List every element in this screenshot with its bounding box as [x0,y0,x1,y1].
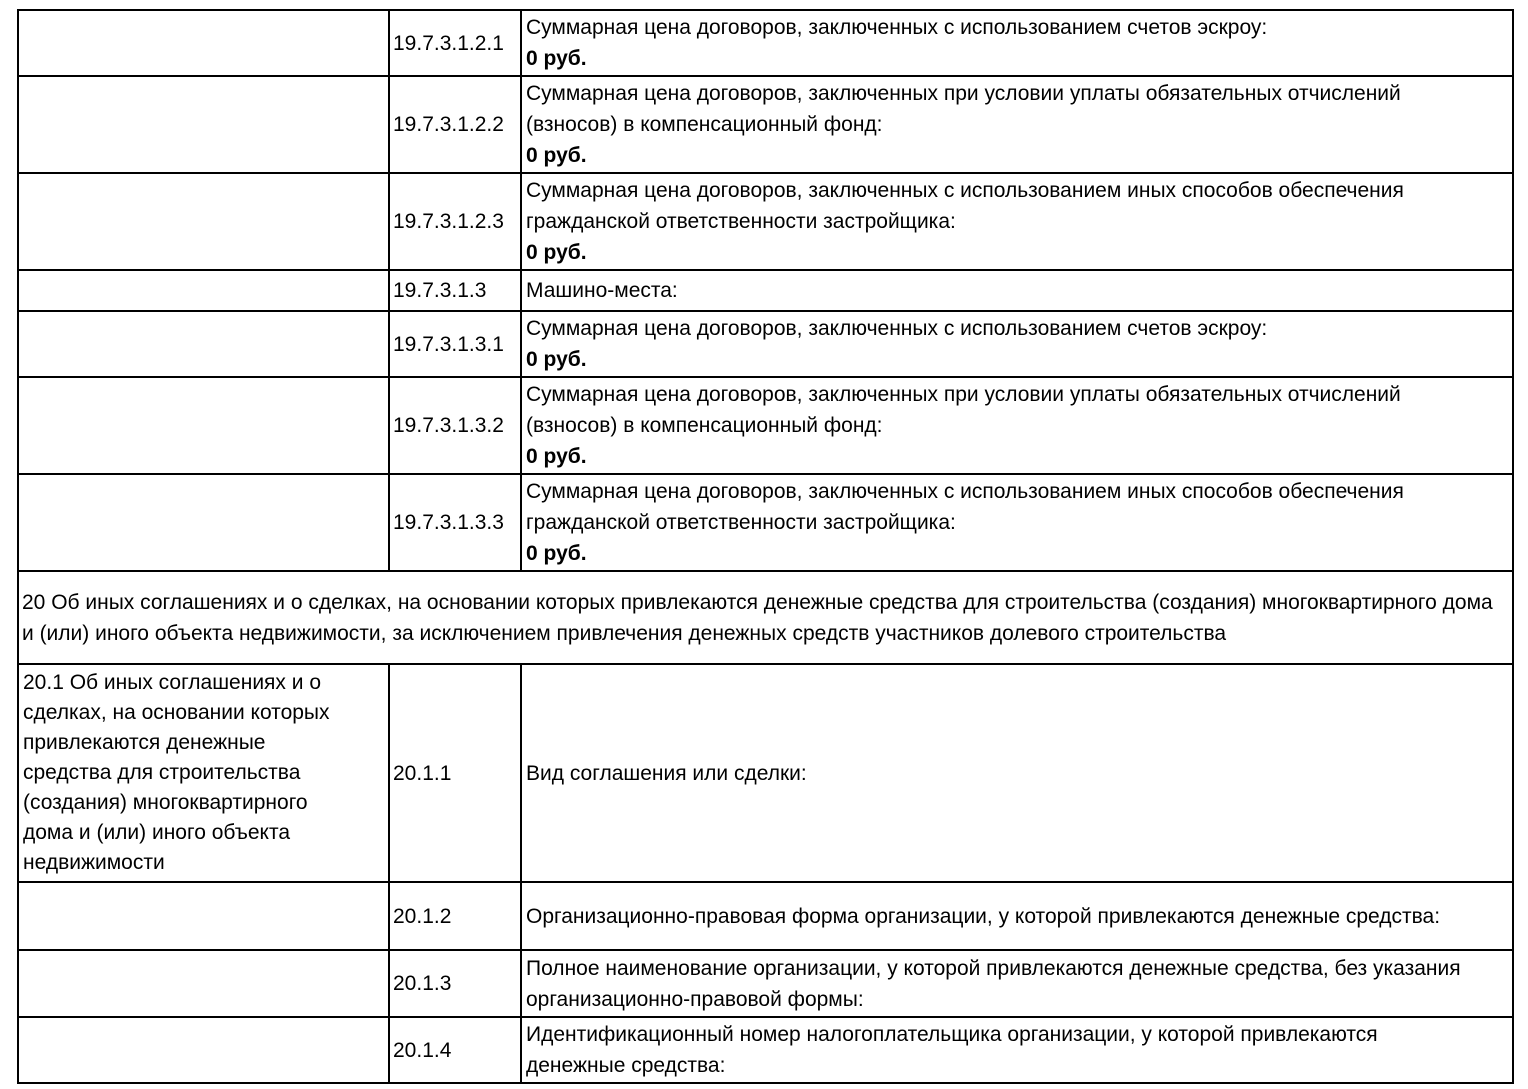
group-cell [18,1017,389,1083]
group-cell [18,950,389,1017]
label-cell [521,10,1513,76]
section-header-row [18,571,1513,664]
code-cell: 19.7.3.1.3.1 [389,311,521,377]
code-cell: 19.7.3.1.3 [389,270,521,311]
label-cell [521,664,1513,882]
code-cell: 19.7.3.1.3.3 [389,474,521,571]
group-label: 20.1 Об иных соглашениях и о сделках, на основании которых привлекаются денежные средства для строительства (создания) многоквартирного дома и (или) иного объекта недвижимости [23,671,330,874]
row-value: 0 руб. [526,445,587,468]
table-row [18,950,1513,1017]
code-cell: 20.1.4 [389,1017,521,1083]
row-value: 0 руб. [526,348,587,371]
code-cell: 19.7.3.1.2.3 [389,173,521,270]
label-cell [521,270,1513,311]
table-row [18,664,1513,882]
code-cell: 19.7.3.1.2.2 [389,76,521,173]
label-cell [521,474,1513,571]
group-cell [18,664,389,882]
declaration-table [17,9,1514,1084]
table-row [18,311,1513,377]
group-cell [18,76,389,173]
row-label: Суммарная цена договоров, заключенных с использованием иных способов обеспечения гражданской ответственности застройщика: [526,179,1404,233]
table-row [18,882,1513,950]
section-20-header: 20 Об иных соглашениях и о сделках, на основании которых привлекаются денежные средства для строительства (создания) многоквартирного дома и (или) иного объекта недвижимости, за исключением привлечения денежных средств участников долевого строительства [18,571,1513,664]
code-cell: 20.1.1 [389,664,521,882]
group-cell [18,173,389,270]
row-value: 0 руб. [526,542,587,565]
group-cell [18,377,389,474]
label-cell [521,377,1513,474]
label-cell [521,173,1513,270]
row-label: Суммарная цена договоров, заключенных при условии уплаты обязательных отчислений (взносов) в компенсационный фонд: [526,383,1401,437]
table-row [18,1017,1513,1083]
row-label: Организационно-правовая форма организации, у которой привлекаются денежные средства: [526,904,1441,928]
label-cell [521,950,1513,1017]
row-label: Суммарная цена договоров, заключенных с использованием счетов эскроу: [526,317,1268,340]
code-cell: 20.1.3 [389,950,521,1017]
row-label: Суммарная цена договоров, заключенных с использованием иных способов обеспечения гражданской ответственности застройщика: [526,480,1404,534]
table-row [18,474,1513,571]
label-cell [521,311,1513,377]
group-cell [18,311,389,377]
table-row [18,76,1513,173]
group-cell [18,270,389,311]
group-cell [18,882,389,950]
table-row [18,10,1513,76]
row-label: Суммарная цена договоров, заключенных с использованием счетов эскроу: [526,16,1268,39]
row-value: 0 руб. [526,47,587,70]
group-cell [18,10,389,76]
label-cell [521,76,1513,173]
code-cell: 19.7.3.1.3.2 [389,377,521,474]
table-row [18,270,1513,311]
row-label: Полное наименование организации, у которой привлекаются денежные средства, без указания организационно-правовой формы: [526,956,1461,1011]
label-cell [521,1017,1513,1083]
row-value: 0 руб. [526,241,587,264]
row-label: Суммарная цена договоров, заключенных при условии уплаты обязательных отчислений (взносов) в компенсационный фонд: [526,82,1401,136]
row-label: Машино-места: [526,279,678,302]
table-row [18,173,1513,270]
row-value: 0 руб. [526,144,587,167]
code-cell: 19.7.3.1.2.1 [389,10,521,76]
label-cell [521,882,1513,950]
group-cell [18,474,389,571]
row-label: Идентификационный номер налогоплательщика организации, у которой привлекаются денежные средства: [526,1023,1378,1077]
code-cell: 20.1.2 [389,882,521,950]
row-label: Вид соглашения или сделки: [526,761,807,785]
table-row [18,377,1513,474]
